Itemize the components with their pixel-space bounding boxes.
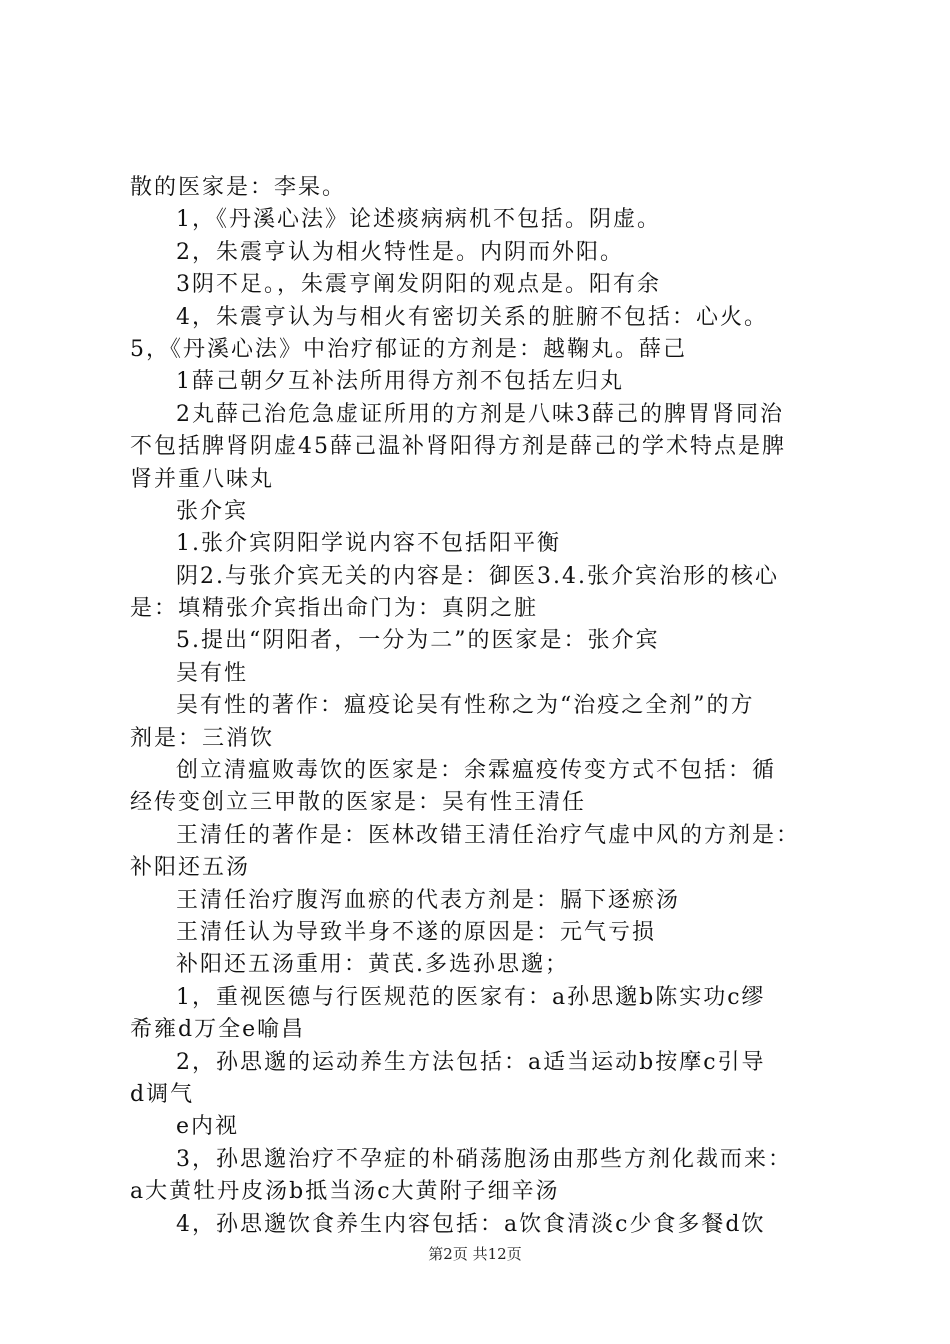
text-line: 3，孙思邈治疗不孕症的朴硝荡胞汤由那些方剂化裁而来： (176, 1146, 792, 1172)
text-line: d调气 (130, 1081, 195, 1107)
text-line: 张介宾 (176, 498, 249, 524)
text-line: 1，重视医德与行医规范的医家有：a孙思邈b陈实功c缪 (176, 984, 766, 1010)
text-line: 吴有性的著作：瘟疫论吴有性称之为“治疫之全剂”的方 (176, 693, 755, 719)
text-line: 4，朱震亨认为与相火有密切关系的脏腑不包括：心火。 (176, 304, 768, 330)
text-line: 1.张介宾阴阳学说内容不包括阳平衡 (176, 531, 561, 557)
text-line: 希雍d万全e喻昌 (130, 1017, 306, 1043)
document-body (130, 172, 830, 1241)
text-line: 王清任认为导致半身不遂的原因是：元气亏损 (176, 919, 657, 945)
text-line: 肾并重八味丸 (130, 466, 275, 492)
text-line: 阴2.与张介宾无关的内容是：御医3.4.张介宾治形的核心 (176, 563, 779, 589)
text-line: 剂是：三消饮 (130, 725, 275, 751)
text-line: 2丸薛己治危急虚证所用的方剂是八味3薛己的脾胃肾同治 (176, 401, 784, 427)
text-line: 3阴不足。，朱震亨阐发阴阳的观点是。阳有余 (176, 272, 661, 298)
text-line: 吴有性 (176, 660, 249, 686)
text-line: a大黄牡丹皮汤b抵当汤c大黄附子细辛汤 (130, 1179, 560, 1205)
text-line: 补阳还五汤 (130, 855, 251, 881)
text-line: 1薛己朝夕互补法所用得方剂不包括左归丸 (176, 369, 624, 395)
text-line: 5，《丹溪心法》中治疗郁证的方剂是：越鞠丸。薛己 (130, 336, 687, 362)
text-line: 经传变创立三甲散的医家是：吴有性王清任 (130, 790, 587, 816)
text-line: 5.提出“阴阳者，一分为二”的医家是：张介宾 (176, 628, 660, 654)
text-line: 不包括脾肾阴虚45薛己温补肾阳得方剂是薛己的学术特点是脾 (130, 434, 786, 460)
text-line: 1，《丹溪心法》论述痰病病机不包括。阴虚。 (176, 207, 661, 233)
text-line: e内视 (176, 1114, 240, 1140)
text-line: 王清任的著作是：医林改错王清任治疗气虚中风的方剂是： (176, 822, 801, 848)
text-line: 补阳还五汤重用：黄芪.多选孙思邈； (176, 952, 569, 978)
text-line: 创立清瘟败毒饮的医家是：余霖瘟疫传变方式不包括：循 (176, 758, 777, 784)
text-line: 2，孙思邈的运动养生方法包括：a适当运动b按摩c引导 (176, 1049, 766, 1075)
text-line: 是：填精张介宾指出命门为：真阴之脏 (130, 596, 539, 622)
page-footer: 第2页 共12页 (428, 1245, 522, 1263)
text-line: 王清任治疗腹泻血瘀的代表方剂是：膈下逐瘀汤 (176, 887, 681, 913)
text-line: 2，朱震亨认为相火特性是。内阴而外阳。 (176, 239, 624, 265)
text-line: 散的医家是：李杲。 (130, 175, 347, 200)
text-line: 4，孙思邈饮食养生内容包括：a饮食清淡c少食多餐d饮 (176, 1211, 766, 1237)
